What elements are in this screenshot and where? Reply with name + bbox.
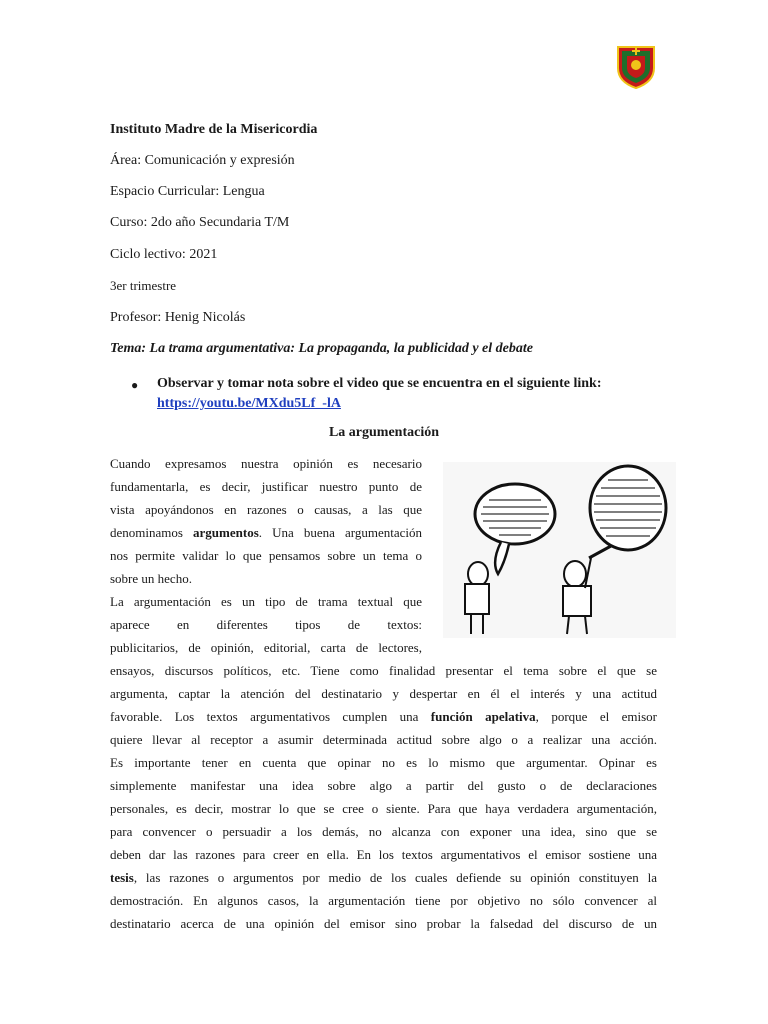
- paragraph-line: publicitarios, de opinión, editorial, carta de lectores,: [110, 640, 422, 655]
- paragraph-line: para convencer o persuadir a los demás, no alcanza con exponer una idea, sino que se: [110, 824, 657, 839]
- paragraph-line: Cuando expresamos nuestra opinión es necesario: [110, 456, 422, 471]
- paragraph-line: aparece en diferentes tipos de textos:: [110, 617, 422, 632]
- profesor-line: Profesor: Henig Nicolás: [110, 310, 246, 325]
- paragraph-line: argumenta, captar la atención del destinatario y despertar en él el interés y una actitud: [110, 686, 657, 701]
- area-line: Área: Comunicación y expresión: [110, 153, 295, 168]
- paragraph-line: [110, 709, 657, 725]
- paragraph-text: denominamos: [110, 525, 194, 540]
- paragraph-line: demostración. En algunos casos, la argumentación tiene por objetivo no sólo convencer al: [110, 893, 657, 908]
- school-crest-icon: [615, 44, 657, 90]
- bold-term: función apelativa: [430, 709, 536, 724]
- paragraph-line: destinatario acerca de una opinión del emisor sino probar la falsedad del discurso de un: [110, 916, 657, 931]
- instruction-block: [157, 374, 601, 414]
- paragraph-text: favorable. Los textos argumentativos cumplen una: [110, 709, 431, 724]
- paragraph-line: deben dar las razones para creer en ella. En los textos argumentativos el emisor sostiene una: [110, 847, 657, 862]
- bullet-icon: ●: [131, 378, 139, 392]
- paragraph-line: sobre un hecho.: [110, 571, 192, 586]
- paragraph-text: . Una buena argumentación: [258, 525, 422, 540]
- section-title: La argumentación: [328, 425, 440, 440]
- trimestre-line: 3er trimestre: [110, 278, 177, 293]
- paragraph-line: ensayos, discursos políticos, etc. Tiene como finalidad presentar el tema sobre el que se: [110, 663, 657, 678]
- paragraph-text: , las razones o argumentos por medio de los cuales defiende su opinión constituyen la: [133, 870, 657, 885]
- instruction-text: Observar y tomar nota sobre el video que se encuentra en el siguiente link:: [157, 376, 602, 391]
- paragraph-line: fundamentarla, es decir, justificar nuestro punto de: [110, 479, 422, 494]
- bold-term: tesis: [110, 870, 134, 885]
- paragraph-line: vista apoyándonos en razones o causas, a las que: [110, 502, 422, 517]
- paragraph-line: nos permite validar lo que pensamos sobre un tema o: [110, 548, 422, 563]
- paragraph-line: Es importante tener en cuenta que opinar no es lo mismo que argumentar. Opinar es: [110, 755, 657, 770]
- debate-illustration: [443, 462, 676, 638]
- paragraph-line: simplemente manifestar una idea sobre algo a partir del gusto o de declaraciones: [110, 778, 657, 793]
- paragraph-text: , porque el emisor: [535, 709, 657, 724]
- ciclo-line: Ciclo lectivo: 2021: [110, 247, 218, 262]
- paragraph-line: quiere llevar al receptor a asumir determinada actitud sobre algo o a realizar una acción.: [110, 732, 657, 747]
- paragraph-line: [110, 525, 422, 541]
- paragraph-line: La argumentación es un tipo de trama textual que: [110, 594, 422, 609]
- video-link[interactable]: https://youtu.be/MXdu5Lf_-lA: [157, 396, 341, 411]
- bold-term: argumentos: [193, 525, 259, 540]
- paragraph-line: personales, es decir, mostrar lo que se cree o siente. Para que haya verdadera argumentación,: [110, 801, 657, 816]
- tema-line: Tema: La trama argumentativa: La propaganda, la publicidad y el debate: [110, 341, 533, 356]
- institution-name: Instituto Madre de la Misericordia: [110, 122, 318, 137]
- espacio-line: Espacio Curricular: Lengua: [110, 184, 265, 199]
- curso-line: Curso: 2do año Secundaria T/M: [110, 215, 290, 230]
- paragraph-line: [110, 870, 657, 886]
